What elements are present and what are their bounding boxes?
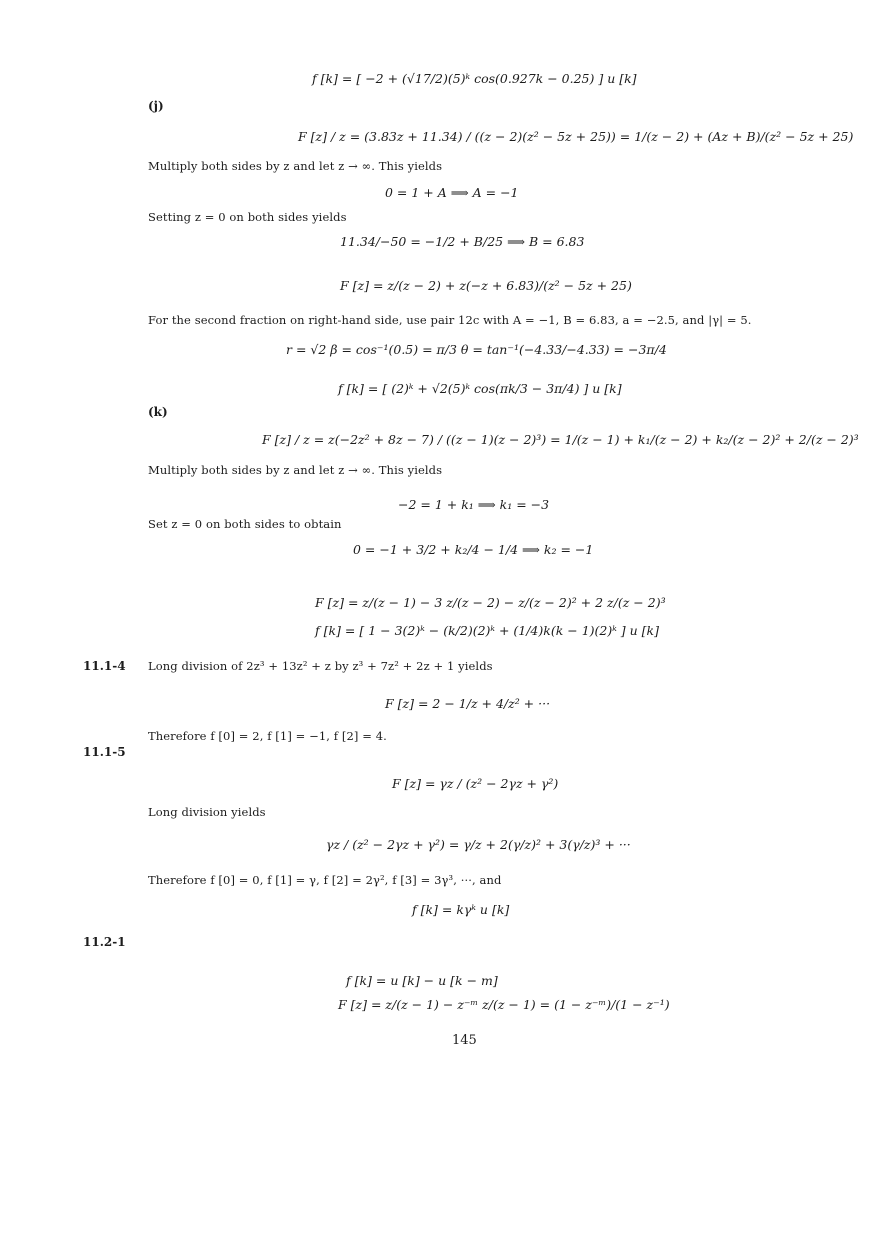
p1115-F-equation: F [z] = γz / (z² − 2γz + γ²) (392, 776, 559, 791)
k-F-equation: F [z] = z/(z − 1) − 3 z/(z − 2) − z/(z − 2)² + 2 z/(z − 2)³ (315, 595, 666, 610)
j-F-equation: F [z] = z/(z − 2) + z(−z + 6.83)/(z² − 5z + 25) (340, 278, 632, 293)
problem-11-1-5-label: 11.1-5 (83, 745, 126, 759)
p1115-series-equation: γz / (z² − 2γz + γ²) = γ/z + 2(γ/z)² + 3(γ/z)³ + ··· (326, 837, 631, 852)
p1115-text: Long division yields (148, 805, 266, 819)
j-result-equation: f [k] = [ −2 + (√17/2)(5)ᵏ cos(0.927k − 0.25) ] u [k] (312, 71, 637, 86)
p1115-therefore-text: Therefore f [0] = 0, f [1] = γ, f [2] = 2γ², f [3] = 3γ³, ···, and (148, 873, 502, 887)
problem-11-1-4-label: 11.1-4 (83, 659, 126, 673)
k-set-text: Set z = 0 on both sides to obtain (148, 517, 342, 531)
k-f-equation: f [k] = [ 1 − 3(2)ᵏ − (k/2)(2)ᵏ + (1/4)k(k − 1)(2)ᵏ ] u [k] (315, 623, 659, 638)
k-multiply-text: Multiply both sides by z and let z → ∞. This yields (148, 463, 443, 477)
p1121-F-equation: F [z] = z/(z − 1) − z⁻ᵐ z/(z − 1) = (1 − z⁻ᵐ)/(1 − z⁻¹) (338, 997, 670, 1012)
problem-11-2-1-label: 11.2-1 (83, 935, 126, 949)
k-partial-fraction-equation: F [z] / z = z(−2z² + 8z − 7) / ((z − 1)(z − 2)³) = 1/(z − 1) + k₁/(z − 2) + k₂/(z − 2)² + 2/(z − 2)³ (262, 432, 859, 447)
p1114-therefore-text: Therefore f [0] = 2, f [1] = −1, f [2] = 4. (148, 729, 387, 743)
j-final-equation: f [k] = [ (2)ᵏ + √2(5)ᵏ cos(πk/3 − 3π/4) ] u [k] (338, 381, 622, 396)
part-k-label: (k) (148, 405, 168, 419)
p1121-f-equation: f [k] = u [k] − u [k − m] (346, 973, 498, 988)
k-k2-equation: 0 = −1 + 3/2 + k₂/4 − 1/4 ⟹ k₂ = −1 (353, 542, 594, 557)
part-j-label: (j) (148, 99, 164, 113)
p1114-text: Long division of 2z³ + 13z² + z by z³ + 7z² + 2z + 1 yields (148, 659, 493, 673)
j-pair-text: For the second fraction on right-hand side, use pair 12c with A = −1, B = 6.83, a = −2.5, and |γ| = 5. (148, 313, 752, 327)
j-partial-fraction-equation: F [z] / z = (3.83z + 11.34) / ((z − 2)(z² − 5z + 25)) = 1/(z − 2) + (Az + B)/(z² − 5z + 25) (298, 129, 854, 144)
j-params-equation: r = √2 β = cos⁻¹(0.5) = π/3 θ = tan⁻¹(−4.33/−4.33) = −3π/4 (286, 342, 667, 357)
p1115-result-equation: f [k] = kγᵏ u [k] (412, 902, 510, 917)
k-k1-equation: −2 = 1 + k₁ ⟹ k₁ = −3 (398, 497, 550, 512)
p1114-series-equation: F [z] = 2 − 1/z + 4/z² + ··· (385, 696, 551, 711)
j-multiply-text: Multiply both sides by z and let z → ∞. This yields (148, 159, 443, 173)
j-setting-text: Setting z = 0 on both sides yields (148, 210, 347, 224)
j-B-equation: 11.34/−50 = −1/2 + B/25 ⟹ B = 6.83 (340, 234, 585, 249)
j-A-equation: 0 = 1 + A ⟹ A = −1 (385, 185, 519, 200)
page-number: 145 (452, 1033, 477, 1048)
